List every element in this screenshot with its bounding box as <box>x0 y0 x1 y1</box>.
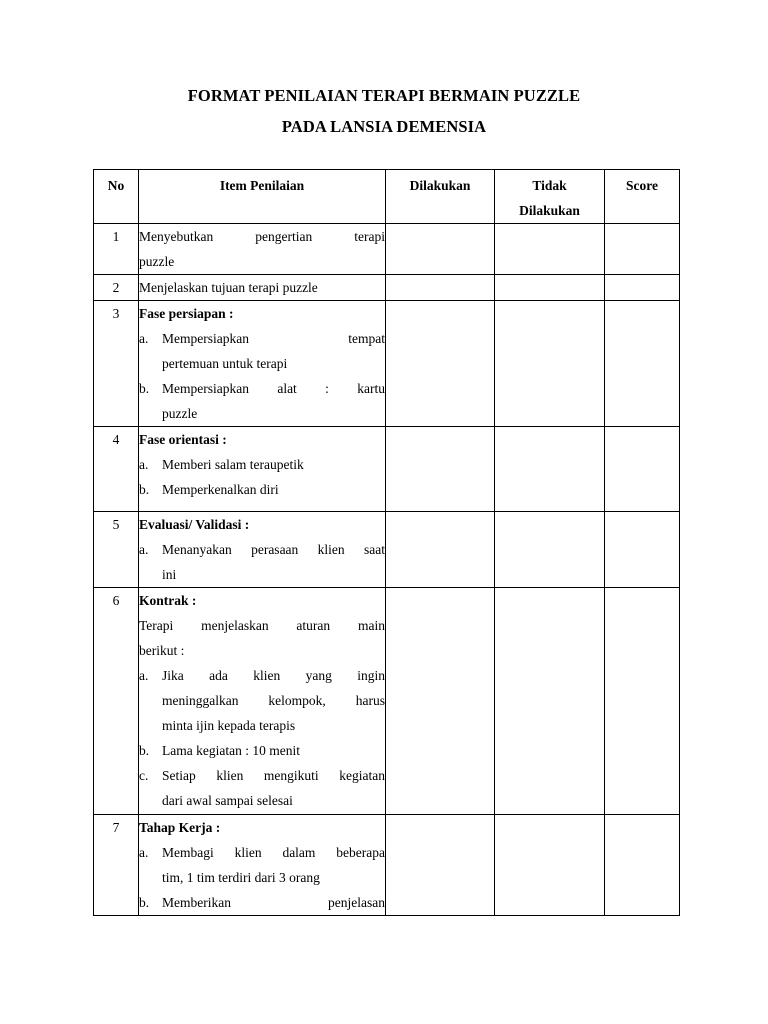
sub-item-line: meninggalkan kelompok, harus <box>162 693 385 708</box>
item-text-line: Terapi menjelaskan aturan main <box>139 618 385 633</box>
header-done: Dilakukan <box>386 170 495 224</box>
sub-item-line: Menanyakan perasaan klien saat <box>162 542 385 557</box>
done-cell[interactable] <box>386 427 495 512</box>
table-header-row <box>94 170 680 224</box>
not-done-cell[interactable] <box>495 815 605 916</box>
sub-item-text <box>162 763 385 813</box>
sub-item-marker: b. <box>139 381 150 396</box>
sub-item-text: Memperkenalkan diri <box>162 482 279 497</box>
sub-item-text <box>162 537 385 587</box>
header-not-done-line1: Tidak <box>532 178 567 193</box>
assessment-table <box>93 169 680 916</box>
sub-item <box>139 537 385 587</box>
item-cell <box>139 815 386 916</box>
score-cell[interactable] <box>605 275 680 301</box>
item-heading: Tahap Kerja : <box>139 820 221 835</box>
table-row <box>94 588 680 815</box>
sub-item <box>139 452 385 477</box>
document-title: FORMAT PENILAIAN TERAPI BERMAIN PUZZLE <box>187 86 581 105</box>
sub-item-marker: a. <box>139 331 149 346</box>
sub-item-line: Setiap klien mengikuti kegiatan <box>162 768 385 783</box>
sub-item-text <box>162 376 385 426</box>
row-number: 4 <box>94 427 139 512</box>
sub-item-line: dari awal sampai selesai <box>162 793 293 808</box>
sub-item <box>139 376 385 426</box>
header-not-done-line2: Dilakukan <box>519 203 580 218</box>
document-subtitle: PADA LANSIA DEMENSIA <box>281 117 487 136</box>
item-text-line: Menyebutkan pengertian terapi <box>139 229 385 244</box>
sub-item-marker: c. <box>139 768 149 783</box>
score-cell[interactable] <box>605 815 680 916</box>
sub-item-marker: b. <box>139 482 150 497</box>
sub-item-line: Jika ada klien yang ingin <box>162 668 385 683</box>
sub-item-line: pertemuan untuk terapi <box>162 356 288 371</box>
score-cell[interactable] <box>605 427 680 512</box>
sub-item-text: Lama kegiatan : 10 menit <box>162 743 300 758</box>
sub-item-line: ini <box>162 567 177 582</box>
item-heading: Fase persiapan : <box>139 306 234 321</box>
not-done-cell[interactable] <box>495 588 605 815</box>
score-cell[interactable] <box>605 224 680 275</box>
item-heading: Fase orientasi : <box>139 432 227 447</box>
item-cell <box>139 512 386 588</box>
sub-item-marker: a. <box>139 542 149 557</box>
item-cell <box>139 301 386 427</box>
row-number: 7 <box>94 815 139 916</box>
sub-item-text <box>162 663 385 738</box>
sub-item-text <box>162 890 385 915</box>
sub-item <box>139 663 385 738</box>
row-number: 2 <box>94 275 139 301</box>
row-number: 3 <box>94 301 139 427</box>
sub-item-line: tim, 1 tim terdiri dari 3 orang <box>162 870 320 885</box>
done-cell[interactable] <box>386 224 495 275</box>
sub-item-line: Mempersiapkan tempat <box>162 331 385 346</box>
done-cell[interactable] <box>386 512 495 588</box>
score-cell[interactable] <box>605 588 680 815</box>
table-row <box>94 224 680 275</box>
item-cell <box>139 224 386 275</box>
sub-item-marker: a. <box>139 845 149 860</box>
row-number: 6 <box>94 588 139 815</box>
table-row <box>94 512 680 588</box>
sub-item-line: Mempersiapkan alat : kartu <box>162 381 385 396</box>
table-row <box>94 427 680 512</box>
header-no: No <box>94 170 139 224</box>
row-number: 5 <box>94 512 139 588</box>
item-heading: Evaluasi/ Validasi : <box>139 517 250 532</box>
sub-item <box>139 738 385 763</box>
header-item: Item Penilaian <box>139 170 386 224</box>
sub-item-line: Memberikan penjelasan <box>162 895 385 910</box>
not-done-cell[interactable] <box>495 275 605 301</box>
table-row <box>94 275 680 301</box>
sub-item <box>139 763 385 813</box>
sub-item-line: minta ijin kepada terapis <box>162 718 296 733</box>
not-done-cell[interactable] <box>495 512 605 588</box>
sub-item <box>139 326 385 376</box>
header-not-done <box>495 170 605 224</box>
sub-item <box>139 477 385 502</box>
sub-item-marker: b. <box>139 895 150 910</box>
not-done-cell[interactable] <box>495 301 605 427</box>
item-text-line: puzzle <box>139 254 175 269</box>
sub-item-marker: b. <box>139 743 150 758</box>
header-score: Score <box>605 170 680 224</box>
table-row <box>94 301 680 427</box>
item-text-line: berikut : <box>139 643 185 658</box>
item-cell <box>139 275 386 301</box>
sub-item-text <box>162 326 385 376</box>
done-cell[interactable] <box>386 588 495 815</box>
item-text-line: Menjelaskan tujuan terapi puzzle <box>139 280 318 295</box>
item-cell <box>139 588 386 815</box>
sub-item-marker: a. <box>139 457 149 472</box>
sub-item-marker: a. <box>139 668 149 683</box>
sub-item-line: Membagi klien dalam beberapa <box>162 845 385 860</box>
done-cell[interactable] <box>386 815 495 916</box>
sub-item-text <box>162 840 385 890</box>
sub-item <box>139 890 385 915</box>
item-heading: Kontrak : <box>139 593 197 608</box>
item-cell <box>139 427 386 512</box>
sub-item <box>139 840 385 890</box>
table-row <box>94 815 680 916</box>
sub-item-text: Memberi salam teraupetik <box>162 457 304 472</box>
not-done-cell[interactable] <box>495 427 605 512</box>
score-cell[interactable] <box>605 512 680 588</box>
sub-item-line: puzzle <box>162 406 198 421</box>
not-done-cell[interactable] <box>495 224 605 275</box>
done-cell[interactable] <box>386 301 495 427</box>
done-cell[interactable] <box>386 275 495 301</box>
row-number: 1 <box>94 224 139 275</box>
score-cell[interactable] <box>605 301 680 427</box>
